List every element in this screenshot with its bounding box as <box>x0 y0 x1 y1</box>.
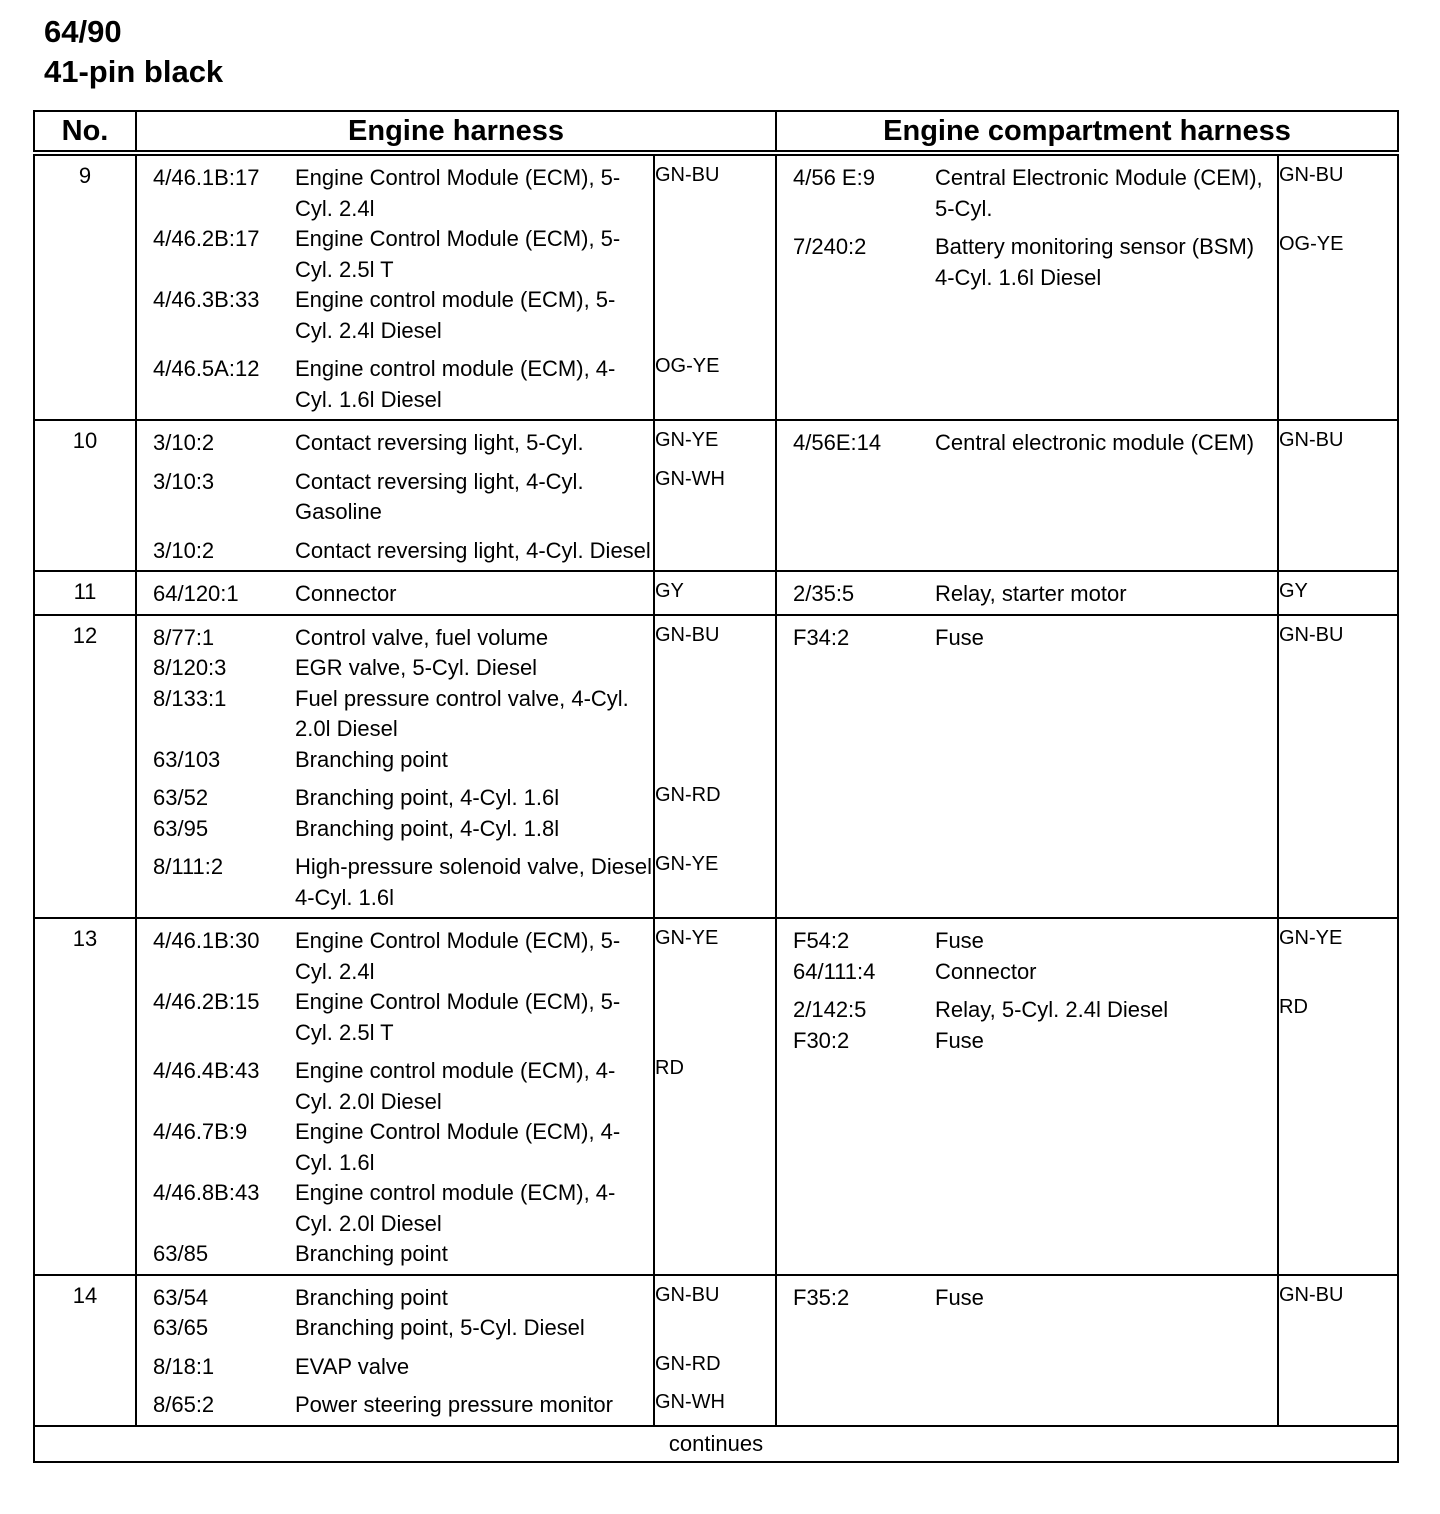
connection-entry <box>137 1283 653 1314</box>
connection-entry <box>777 163 1277 224</box>
column-header-engine-compartment-harness: Engine compartment harness <box>776 111 1398 153</box>
connection-code: 64/120:1 <box>153 581 239 606</box>
compartment-harness-cell <box>776 615 1278 919</box>
connection-description: Relay, starter motor <box>935 581 1127 606</box>
connection-description: Engine control module (ECM), 4-Cyl. 1.6l Diesel <box>295 356 616 412</box>
connection-description: Connector <box>935 958 1037 984</box>
entry-group <box>137 926 653 1048</box>
table-row <box>34 1275 1398 1426</box>
connection-description: Engine control module (ECM), 4-Cyl. 2.0l Diesel <box>295 1058 616 1114</box>
footer-row <box>34 1426 1398 1462</box>
pin-number: 10 <box>34 420 136 571</box>
connection-description: Branching point <box>295 746 448 772</box>
entry-group <box>137 1390 653 1421</box>
engine-wire-color-cell: GY <box>654 571 776 615</box>
entry-group <box>777 428 1277 459</box>
entry-group <box>137 428 653 459</box>
connection-description: Central electronic module (CEM) <box>935 430 1255 455</box>
connection-description: Branching point <box>295 1241 448 1266</box>
pin-number: 11 <box>34 571 136 615</box>
page-subtitle: 41-pin black <box>44 54 224 89</box>
entry-group <box>777 995 1277 1056</box>
connection-code: 63/103 <box>153 746 221 772</box>
entry-group <box>137 1352 653 1383</box>
connection-code: 4/46.2B:17 <box>153 226 260 251</box>
connection-code: F35:2 <box>793 1284 850 1310</box>
connection-entry <box>137 428 653 459</box>
connection-entry <box>137 1117 653 1178</box>
connection-description: Engine Control Module (ECM), 4-Cyl. 1.6l <box>295 1119 621 1175</box>
engine-harness-cell <box>136 615 654 919</box>
connection-code: 63/85 <box>153 1241 209 1266</box>
entry-group <box>137 783 653 844</box>
connection-entry <box>137 926 653 987</box>
entry-group <box>777 623 1277 654</box>
pin-number: 9 <box>34 153 136 420</box>
page-title: 64/90 <box>44 14 122 49</box>
connection-entry <box>777 232 1277 293</box>
connection-description: Fuse <box>935 1027 984 1053</box>
connection-entry <box>137 852 653 913</box>
connection-code: 63/65 <box>153 1315 209 1340</box>
connection-description: Branching point <box>295 1284 448 1310</box>
connection-code: 63/54 <box>153 1284 209 1310</box>
engine-wire-color-cell: GN-BU OG-YE <box>654 153 776 420</box>
connection-entry <box>137 1178 653 1239</box>
connection-code: 2/142:5 <box>793 997 867 1022</box>
table-row <box>34 153 1398 420</box>
compartment-wire-color-cell: GN-BU <box>1278 615 1398 919</box>
connection-entry <box>137 987 653 1048</box>
connection-entry <box>137 467 653 528</box>
pin-number: 12 <box>34 615 136 919</box>
continues-label: continues <box>34 1426 1398 1462</box>
connection-description: Engine Control Module (ECM), 5-Cyl. 2.5l T <box>295 989 621 1045</box>
connection-entry <box>137 1239 653 1270</box>
connection-description: Engine control module (ECM), 4-Cyl. 2.0l Diesel <box>295 1180 616 1236</box>
compartment-wire-color-cell: GN-BU <box>1278 420 1398 571</box>
table-header-row <box>34 111 1398 153</box>
connection-description: Central Electronic Module (CEM), 5-Cyl. <box>935 165 1263 221</box>
engine-harness-cell <box>136 1275 654 1426</box>
connection-description: Relay, 5-Cyl. 2.4l Diesel <box>935 997 1169 1022</box>
connection-entry <box>777 579 1277 610</box>
table-row <box>34 615 1398 919</box>
connection-code: 3/10:2 <box>153 430 215 455</box>
connection-description: Branching point, 4-Cyl. 1.8l <box>295 815 560 841</box>
entry-group <box>137 163 653 346</box>
connection-entry <box>777 623 1277 654</box>
connection-entry <box>137 285 653 346</box>
entry-group <box>777 163 1277 224</box>
connection-code: 4/56 E:9 <box>793 165 875 190</box>
connection-code: 63/52 <box>153 785 209 810</box>
connection-entry <box>137 163 653 224</box>
connection-entry <box>137 536 653 567</box>
pin-number: 13 <box>34 918 136 1275</box>
entry-group <box>777 926 1277 987</box>
connection-entry <box>137 783 653 814</box>
connection-entry <box>137 745 653 776</box>
connection-entry <box>137 814 653 845</box>
engine-wire-color-cell: GN-YE RD <box>654 918 776 1275</box>
connection-code: 4/46.7B:9 <box>153 1119 248 1144</box>
connection-entry <box>137 1313 653 1344</box>
connection-entry <box>137 354 653 415</box>
connection-code: 8/120:3 <box>153 655 227 680</box>
connection-entry <box>137 224 653 285</box>
connection-description: Connector <box>295 581 397 606</box>
compartment-harness-cell <box>776 571 1278 615</box>
engine-wire-color-cell: GN-BU GN-RD GN-WH <box>654 1275 776 1426</box>
compartment-wire-color-cell: GN-YE RD <box>1278 918 1398 1275</box>
connection-description: Fuse <box>935 928 984 953</box>
engine-harness-cell <box>136 420 654 571</box>
connection-code: 63/95 <box>153 815 209 841</box>
engine-wire-color-cell: GN-YE GN-WH <box>654 420 776 571</box>
engine-wire-color-cell: GN-BU GN-RD GN-YE <box>654 615 776 919</box>
connection-entry <box>137 684 653 745</box>
connection-code: 4/56E:14 <box>793 430 882 455</box>
connection-code: 4/46.1B:17 <box>153 165 260 190</box>
table-row <box>34 571 1398 615</box>
connection-description: EGR valve, 5-Cyl. Diesel <box>295 655 538 680</box>
entry-group <box>137 623 653 776</box>
connection-code: 4/46.3B:33 <box>153 287 260 312</box>
entry-group <box>137 1056 653 1270</box>
connection-entry <box>137 653 653 684</box>
connection-entry <box>137 1056 653 1117</box>
connection-code: 8/77:1 <box>153 624 215 650</box>
connection-code: 2/35:5 <box>793 581 855 606</box>
table-row <box>34 420 1398 571</box>
connection-code: 64/111:4 <box>793 958 876 984</box>
connection-description: Contact reversing light, 5-Cyl. <box>295 430 584 455</box>
connection-entry <box>777 926 1277 957</box>
column-header-no: No. <box>34 111 136 153</box>
connection-code: F34:2 <box>793 624 850 650</box>
entry-group <box>137 1283 653 1344</box>
engine-harness-cell <box>136 918 654 1275</box>
table-row <box>34 918 1398 1275</box>
connection-description: Battery monitoring sensor (BSM) 4-Cyl. 1.6l Diesel <box>935 234 1255 290</box>
connection-code: F54:2 <box>793 928 850 953</box>
connection-entry <box>137 1390 653 1421</box>
column-header-engine-harness: Engine harness <box>136 111 776 153</box>
connection-description: Control valve, fuel volume <box>295 624 549 650</box>
connection-code: 8/111:2 <box>153 854 224 879</box>
connection-code: 4/46.5A:12 <box>153 356 260 381</box>
connection-description: Branching point, 4-Cyl. 1.6l <box>295 785 560 810</box>
entry-group <box>137 536 653 567</box>
connection-description: Power steering pressure monitor <box>295 1392 613 1417</box>
entry-group <box>137 579 653 610</box>
connection-entry <box>777 428 1277 459</box>
connection-description: Contact reversing light, 4-Cyl. Diesel <box>295 537 651 563</box>
connection-entry <box>137 579 653 610</box>
connection-code: F30:2 <box>793 1027 850 1053</box>
compartment-harness-cell <box>776 1275 1278 1426</box>
connection-code: 4/46.2B:15 <box>153 989 260 1014</box>
connection-code: 3/10:3 <box>153 468 215 494</box>
compartment-harness-cell <box>776 153 1278 420</box>
connection-description: Engine control module (ECM), 5-Cyl. 2.4l Diesel <box>295 287 616 343</box>
pin-number: 14 <box>34 1275 136 1426</box>
entry-group <box>137 354 653 415</box>
connection-code: 8/133:1 <box>153 685 227 711</box>
connection-code: 4/46.8B:43 <box>153 1180 260 1205</box>
connection-description: Branching point, 5-Cyl. Diesel <box>295 1315 585 1340</box>
connection-entry <box>777 1026 1277 1057</box>
connection-code: 4/46.1B:30 <box>153 928 260 953</box>
engine-harness-cell <box>136 153 654 420</box>
connection-description: Engine Control Module (ECM), 5-Cyl. 2.5l T <box>295 226 621 282</box>
connection-entry <box>137 623 653 654</box>
connection-code: 8/65:2 <box>153 1392 215 1417</box>
compartment-harness-cell <box>776 918 1278 1275</box>
compartment-harness-cell <box>776 420 1278 571</box>
connection-code: 4/46.4B:43 <box>153 1058 260 1083</box>
entry-group <box>777 1283 1277 1314</box>
connection-description: Engine Control Module (ECM), 5-Cyl. 2.4l <box>295 165 621 221</box>
compartment-wire-color-cell: GY <box>1278 571 1398 615</box>
connection-entry <box>137 1352 653 1383</box>
connection-description: Fuel pressure control valve, 4-Cyl. 2.0l Diesel <box>295 685 629 741</box>
engine-harness-cell <box>136 571 654 615</box>
entry-group <box>777 232 1277 293</box>
connection-description: Fuse <box>935 624 984 650</box>
pin-table <box>33 110 1399 1463</box>
connection-description: Fuse <box>935 1284 984 1310</box>
connection-description: EVAP valve <box>295 1353 410 1379</box>
connection-entry <box>777 957 1277 988</box>
connection-code: 3/10:2 <box>153 537 215 563</box>
connection-entry <box>777 995 1277 1026</box>
compartment-wire-color-cell: GN-BU OG-YE <box>1278 153 1398 420</box>
connection-description: Contact reversing light, 4-Cyl. Gasoline <box>295 468 584 524</box>
connection-description: Engine Control Module (ECM), 5-Cyl. 2.4l <box>295 928 621 984</box>
connection-entry <box>777 1283 1277 1314</box>
connection-code: 8/18:1 <box>153 1353 215 1379</box>
entry-group <box>137 467 653 528</box>
connection-description: High-pressure solenoid valve, Diesel 4-Cyl. 1.6l <box>295 854 653 910</box>
entry-group <box>777 579 1277 610</box>
connection-code: 7/240:2 <box>793 234 867 259</box>
entry-group <box>137 852 653 913</box>
compartment-wire-color-cell: GN-BU <box>1278 1275 1398 1426</box>
